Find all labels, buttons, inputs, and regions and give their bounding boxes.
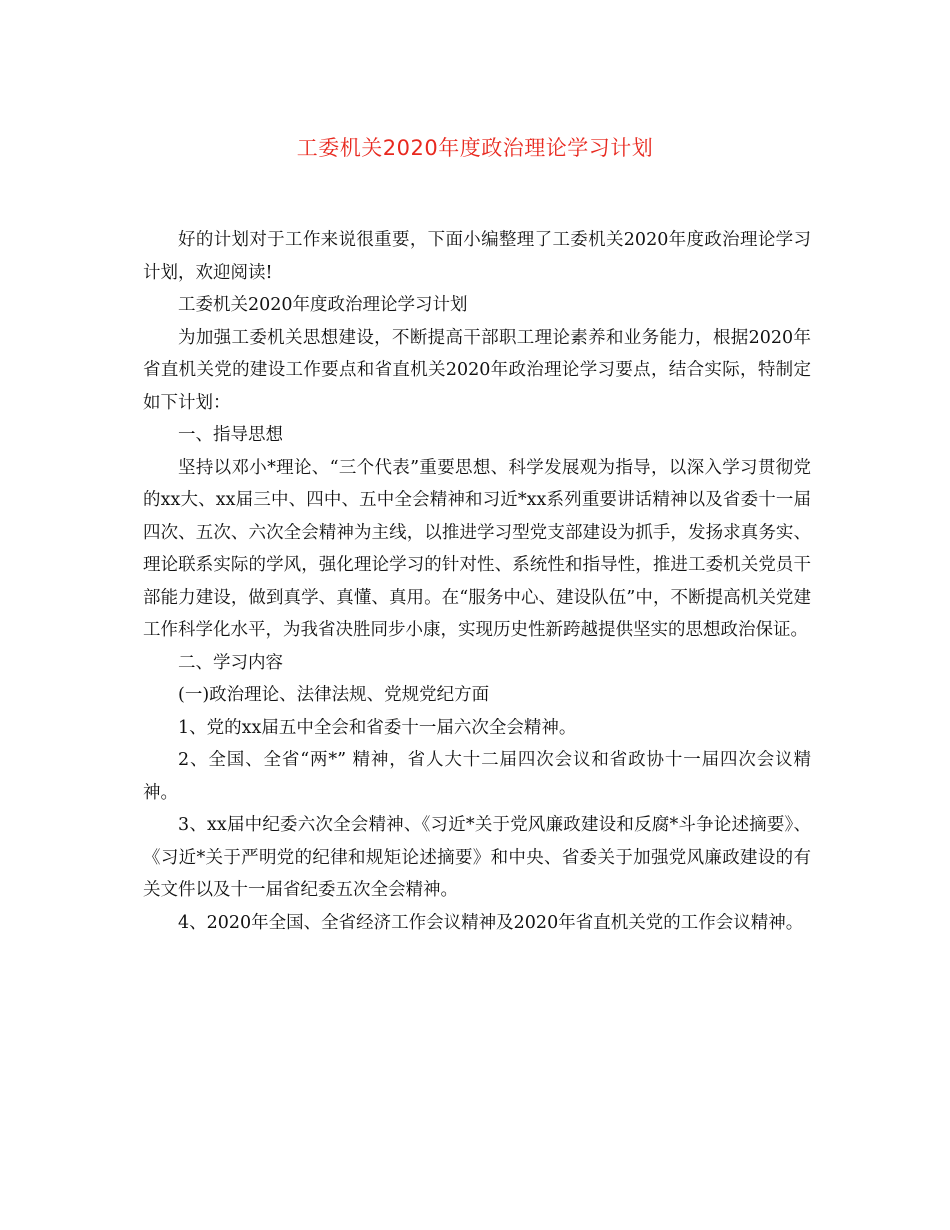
paragraph-purpose: 为加强工委机关思想建设，不断提高干部职工理论素养和业务能力，根据2020年省直机关党的建设工作要点和省直机关2020年政治理论学习要点，结合实际，特制定如下计划： bbox=[143, 327, 811, 413]
paragraph-intro: 好的计划对于工作来说很重要，下面小编整理了工委机关2020年度政治理论学习计划，欢迎阅读! bbox=[143, 230, 811, 283]
list-item-2: 2、全国、全省“两*” 精神，省人大十二届四次会议和省政协十一届四次会议精神。 bbox=[143, 750, 811, 803]
subheading-politics-law: (一)政治理论、法律法规、党规党纪方面 bbox=[178, 685, 490, 705]
list-item-1: 1、党的xx届五中全会和省委十一届六次全会精神。 bbox=[178, 717, 577, 738]
heading-study-content: 二、学习内容 bbox=[178, 652, 283, 673]
paragraph-guiding-ideology: 坚持以邓小*理论、“三个代表”重要思想、科学发展观为指导，以深入学习贯彻党的xx大、xx届三中、四中、五中全会精神和习近*xx系列重要讲话精神以及省委十一届四次、五次、六次全会精神为主线，以推进学习型党支部建设为抓手，发扬求真务实、理论联系实际的学风，强化理论学习的针对性、系统性和指导性，推进工委机关党员干部能力建设，做到真学、真懂、真用。在“服务中心、建设队伍”中，不断提高机关党建工作科学化水平，为我省决胜同步小康，实现历史性新跨越提供坚实的思想政治保证。 bbox=[143, 457, 811, 640]
list-item-4: 4、2020年全国、全省经济工作会议精神及2020年省直机关党的工作会议精神。 bbox=[178, 912, 804, 933]
list-item-3: 3、xx届中纪委六次全会精神、《习近*关于党风廉政建设和反腐*斗争论述摘要》、《习近*关于严明党的纪律和规矩论述摘要》和中央、省委关于加强党风廉政建设的有关文件以及十一届省纪委五次全会精神。 bbox=[143, 815, 811, 900]
heading-guiding-ideology: 一、指导思想 bbox=[178, 425, 283, 445]
document-body bbox=[143, 224, 811, 939]
document-title: 工委机关2020年度政治理论学习计划 bbox=[296, 136, 654, 160]
paragraph-plan-name: 工委机关2020年度政治理论学习计划 bbox=[178, 295, 468, 315]
